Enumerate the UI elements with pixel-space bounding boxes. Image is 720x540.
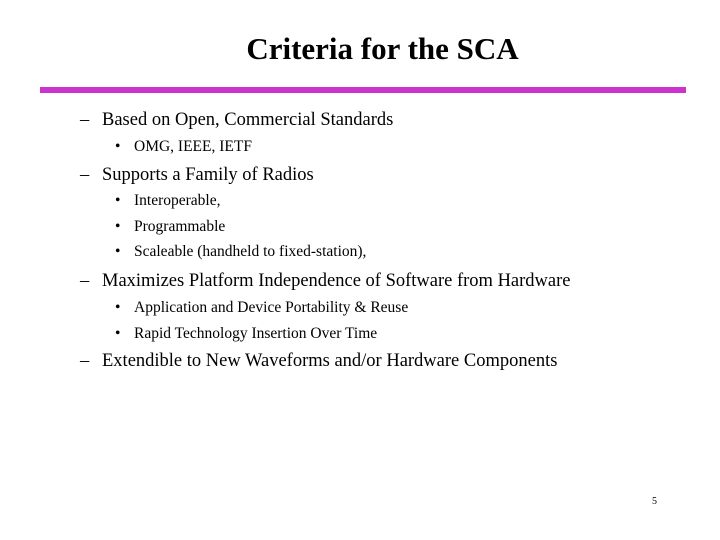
sub-bullet-text: Scaleable (handheld to fixed-station), [134, 243, 367, 260]
page-number: 5 [652, 496, 657, 507]
dash-marker: – [80, 351, 90, 371]
bullet-item [80, 109, 393, 131]
sub-bullet-item [115, 299, 408, 317]
bullet-text: Supports a Family of Radios [102, 165, 314, 185]
dot-marker: • [115, 325, 121, 342]
sub-bullet-item [115, 192, 221, 210]
bullet-item [80, 350, 557, 372]
dot-marker: • [115, 138, 121, 155]
bullet-text: Maximizes Platform Independence of Software from Hardware [102, 271, 571, 291]
bullet-text: Extendible to New Waveforms and/or Hardware Components [102, 351, 558, 371]
sub-bullet-text: Rapid Technology Insertion Over Time [134, 325, 378, 342]
sub-bullet-text: OMG, IEEE, IETF [134, 138, 252, 155]
dot-marker: • [115, 299, 121, 316]
bullet-item [80, 270, 571, 292]
sub-bullet-item [115, 243, 366, 261]
sub-bullet-item [115, 138, 252, 156]
dash-marker: – [80, 165, 90, 185]
sub-bullet-item [115, 218, 225, 236]
dash-marker: – [80, 110, 90, 130]
sub-bullet-item [115, 325, 377, 343]
sub-bullet-text: Application and Device Portability & Reuse [134, 299, 409, 316]
dot-marker: • [115, 192, 121, 209]
dash-marker: – [80, 271, 90, 291]
bullet-item [80, 164, 314, 186]
dot-marker: • [115, 218, 121, 235]
slide-title: Criteria for the SCA [246, 31, 519, 66]
sub-bullet-text: Programmable [134, 218, 226, 235]
sub-bullet-text: Interoperable, [134, 192, 221, 209]
dot-marker: • [115, 243, 121, 260]
bullet-text: Based on Open, Commercial Standards [102, 110, 394, 130]
